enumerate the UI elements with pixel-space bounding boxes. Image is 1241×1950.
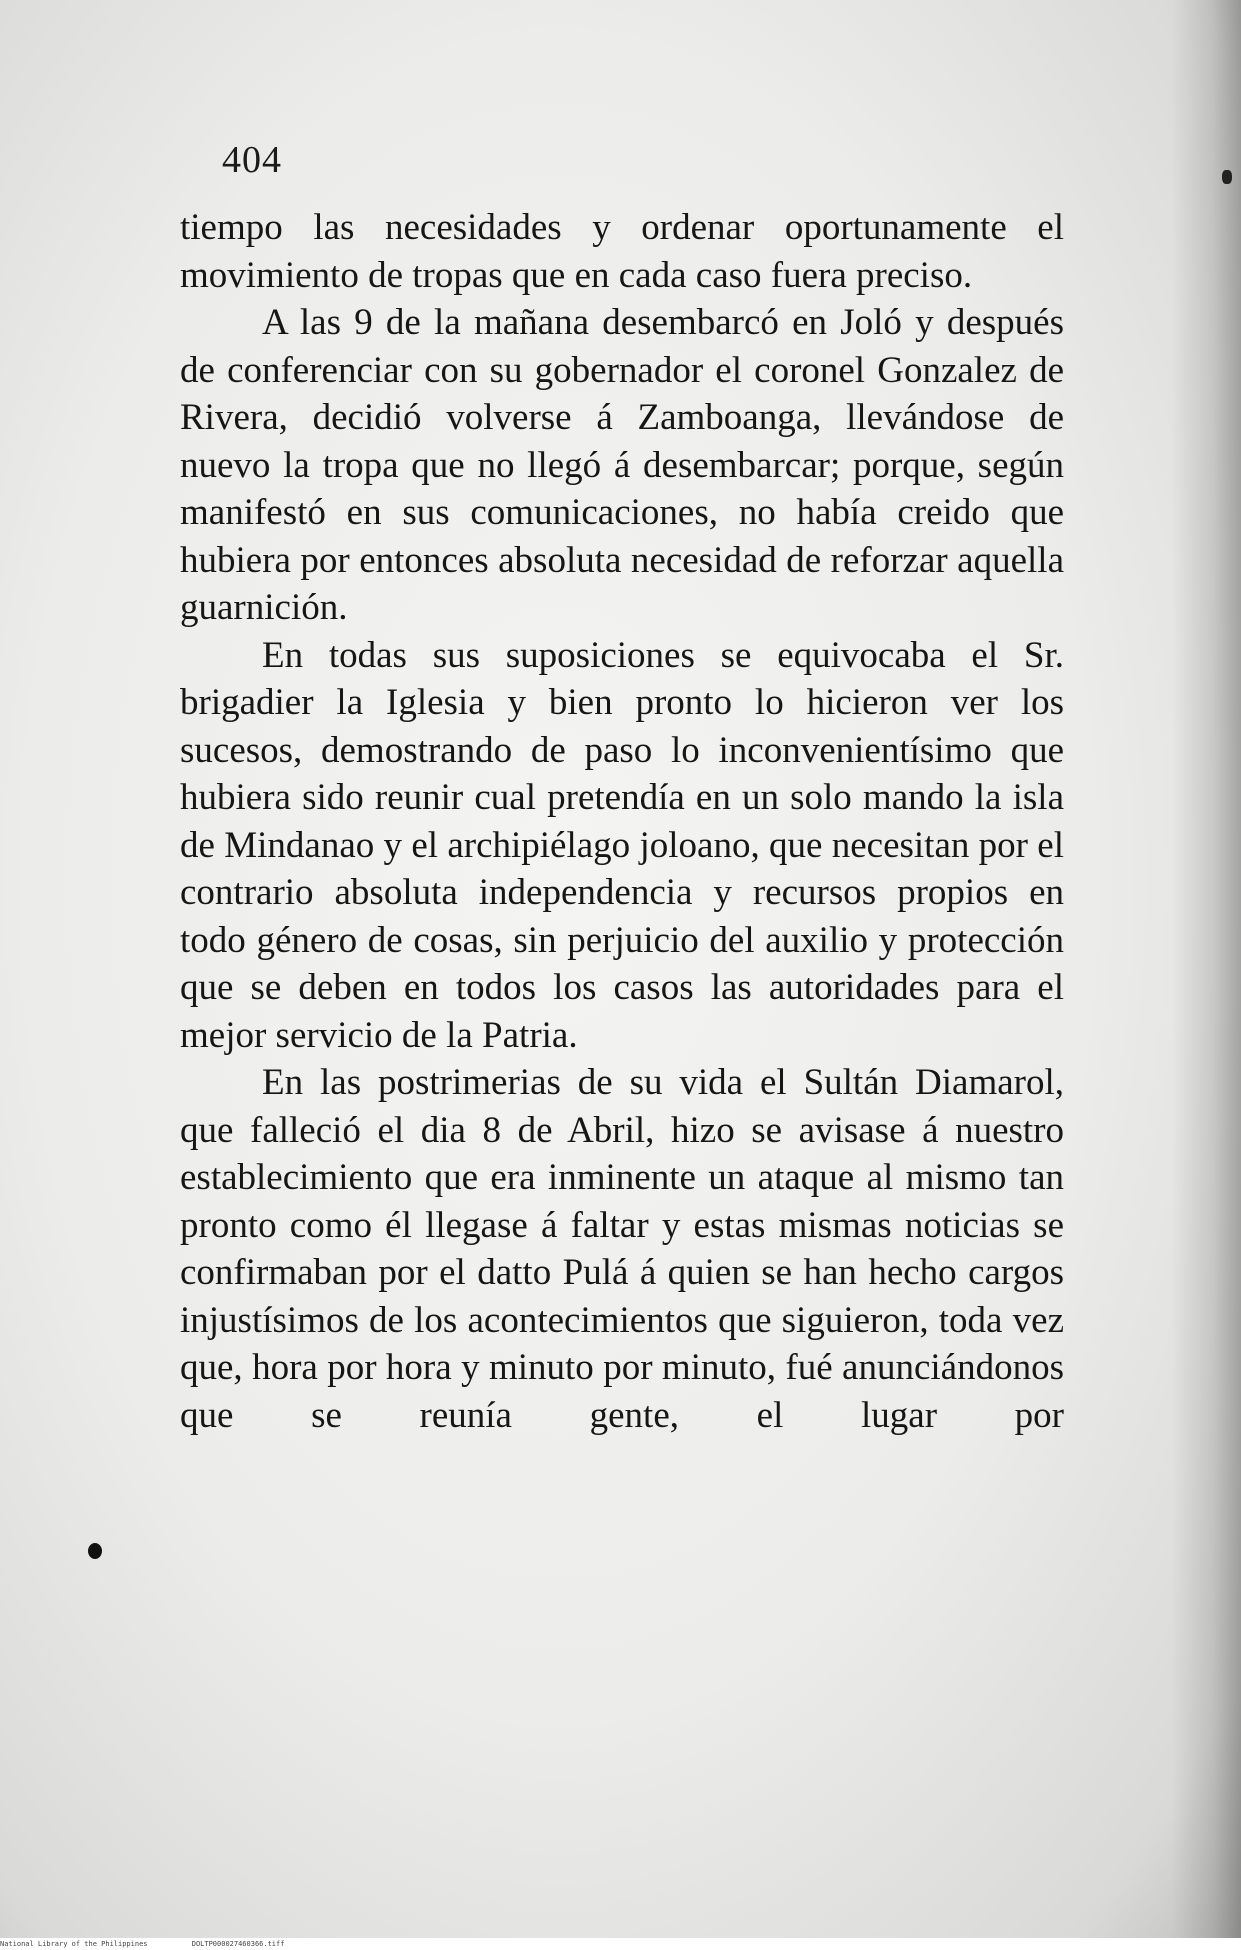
scan-footer (0, 1938, 1241, 1950)
file-id: DOLTP000027460366.tiff (191, 1940, 285, 1948)
library-credit: National Library of the Philippines (0, 1940, 148, 1948)
page-edge-shadow (1171, 0, 1241, 1950)
body-text (180, 204, 1064, 1439)
paragraph-4: En las postrimerias de su vida el Sultán Diamarol, que falleció el dia 8 de Abril, hizo se avisase á nuestro establecimiento que era inminente un ataque al mismo tan pronto como él llegase á faltar y estas mismas noticias se confirmaban por el datto Pulá á quien se han hecho cargos injustísimos de los acontecimientos que siguieron, toda vez que, hora por hora y minuto por minuto, fué anunciándonos que se reunía gente, el lugar por (180, 1062, 1064, 1436)
paragraph-3: En todas sus suposiciones se equivocaba el Sr. brigadier la Iglesia y bien pronto lo hicieron ver los sucesos, demostrando de paso lo inconvenientísimo que hubiera sido reunir cual pretendía en un solo mando la isla de Mindanao y el archipiélago joloano, que necesitan por el contrario absoluta independencia y recursos propios en todo género de cosas, sin perjuicio del auxilio y protección que se deben en todos los casos las autoridades para el mejor servicio de la Patria. (180, 634, 1064, 1056)
paragraph-1: tiempo las necesidades y ordenar oportunamente el movimiento de tropas que en cada caso fuera preciso. (180, 207, 1064, 296)
ink-spot (88, 1543, 102, 1559)
ink-spot (1222, 170, 1232, 184)
page-number: 404 (222, 139, 282, 181)
paragraph-2: A las 9 de la mañana desembarcó en Joló y después de conferenciar con su gobernador el coronel Gonzalez de Rivera, decidió volverse á Zamboanga, llevándose de nuevo la tropa que no llegó á desembarcar; porque, según manifestó en sus comunicaciones, no había creido que hubiera por entonces absoluta necesidad de reforzar aquella guarnición. (180, 302, 1064, 628)
